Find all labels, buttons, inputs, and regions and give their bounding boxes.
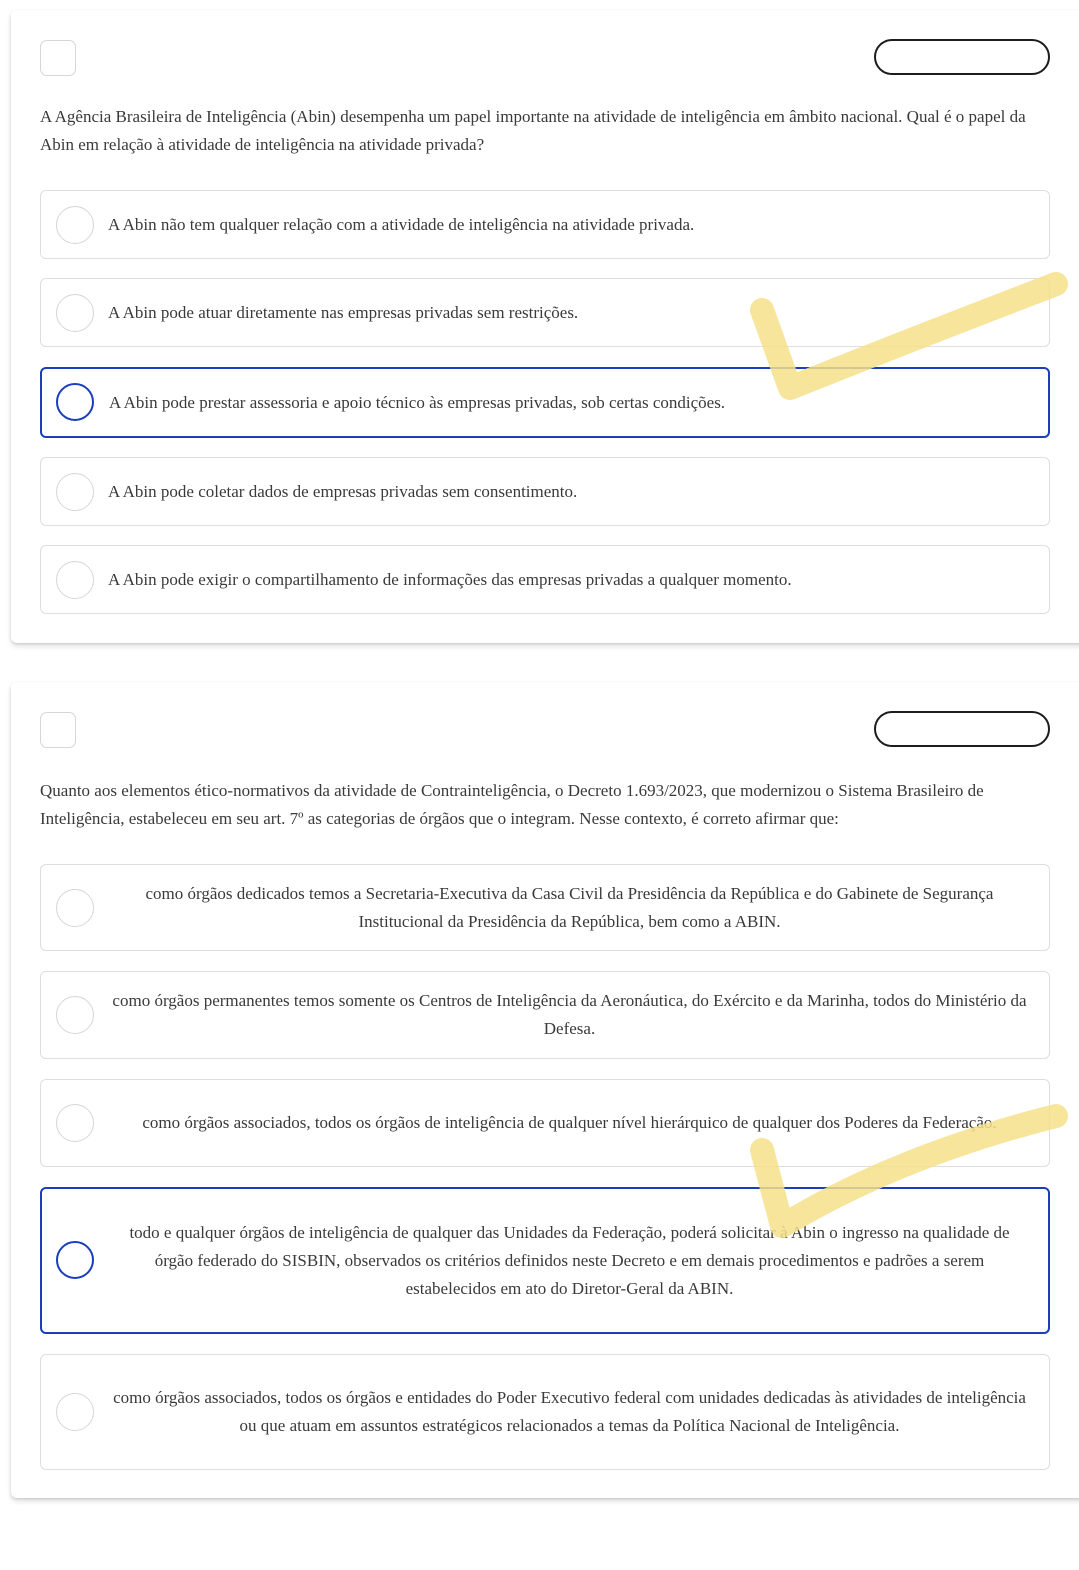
question-action-button[interactable] [874,711,1050,747]
question-checkbox[interactable] [40,712,76,748]
answer-option-text: A Abin pode coletar dados de empresas privadas sem consentimento. [108,481,578,501]
radio-button[interactable] [56,294,94,332]
radio-button[interactable] [56,206,94,244]
radio-button-selected[interactable] [56,1241,94,1279]
answer-option-selected[interactable] [40,367,1050,438]
answer-option-text: A Abin pode atuar diretamente nas empresas privadas sem restrições. [108,302,579,322]
answer-option[interactable] [40,190,1050,259]
answer-option-text: como órgãos associados, todos os órgãos e entidades do Poder Executivo federal com unidades dedicadas às atividades de inteligência ou que atuam em assuntos estratégicos relacionados a temas da Política Nacional de Inteligência. [113,1388,1026,1435]
answer-option[interactable] [40,545,1050,614]
question-checkbox[interactable] [40,40,76,76]
answer-option-selected[interactable] [40,1187,1050,1334]
answer-option-text: como órgãos permanentes temos somente os Centros de Inteligência da Aeronáutica, do Exército e da Marinha, todos do Ministério da Defesa. [112,991,1027,1038]
radio-button[interactable] [56,1104,94,1142]
question-card [11,682,1079,1498]
answer-option[interactable] [40,278,1050,347]
answer-option-text: A Abin pode prestar assessoria e apoio técnico às empresas privadas, sob certas condições. [109,392,726,412]
radio-button-selected[interactable] [56,383,94,421]
radio-button[interactable] [56,1393,94,1431]
question-card [11,10,1079,643]
answer-option[interactable] [40,971,1050,1059]
answer-option[interactable] [40,864,1050,951]
answer-option-text: A Abin não tem qualquer relação com a atividade de inteligência na atividade privada. [108,214,695,234]
answer-option-text: A Abin pode exigir o compartilhamento de informações das empresas privadas a qualquer momento. [108,569,792,589]
question-action-button[interactable] [874,39,1050,75]
question-text: Quanto aos elementos ético-normativos da atividade de Contrainteligência, o Decreto 1.693/2023, que modernizou o Sistema Brasileiro de Inteligência, estabeleceu em seu art. 7º as categorias de órgãos que o integram. Nesse contexto, é correto afirmar que: [40,781,984,828]
answer-option[interactable] [40,457,1050,526]
answer-option[interactable] [40,1079,1050,1167]
radio-button[interactable] [56,561,94,599]
question-text: A Agência Brasileira de Inteligência (Abin) desempenha um papel importante na atividade de inteligência em âmbito nacional. Qual é o papel da Abin em relação à atividade de inteligência na atividade privada? [40,107,1026,154]
answer-option-text: como órgãos associados, todos os órgãos de inteligência de qualquer nível hierárquico de qualquer dos Poderes da Federação. [142,1113,997,1132]
radio-button[interactable] [56,473,94,511]
answer-option-text: todo e qualquer órgãos de inteligência de qualquer das Unidades da Federação, poderá solicitar à Abin o ingresso na qualidade de órgão federado do SISBIN, observados os critérios definidos neste Decreto e em demais procedimentos e padrões a serem estabelecidos em ato do Diretor-Geral da ABIN. [129,1222,1010,1298]
answer-option-text: como órgãos dedicados temos a Secretaria-Executiva da Casa Civil da Presidência da República e do Gabinete de Segurança Institucional da Presidência da República, bem como a ABIN. [145,883,994,931]
radio-button[interactable] [56,996,94,1034]
answer-option[interactable] [40,1354,1050,1470]
radio-button[interactable] [56,889,94,927]
